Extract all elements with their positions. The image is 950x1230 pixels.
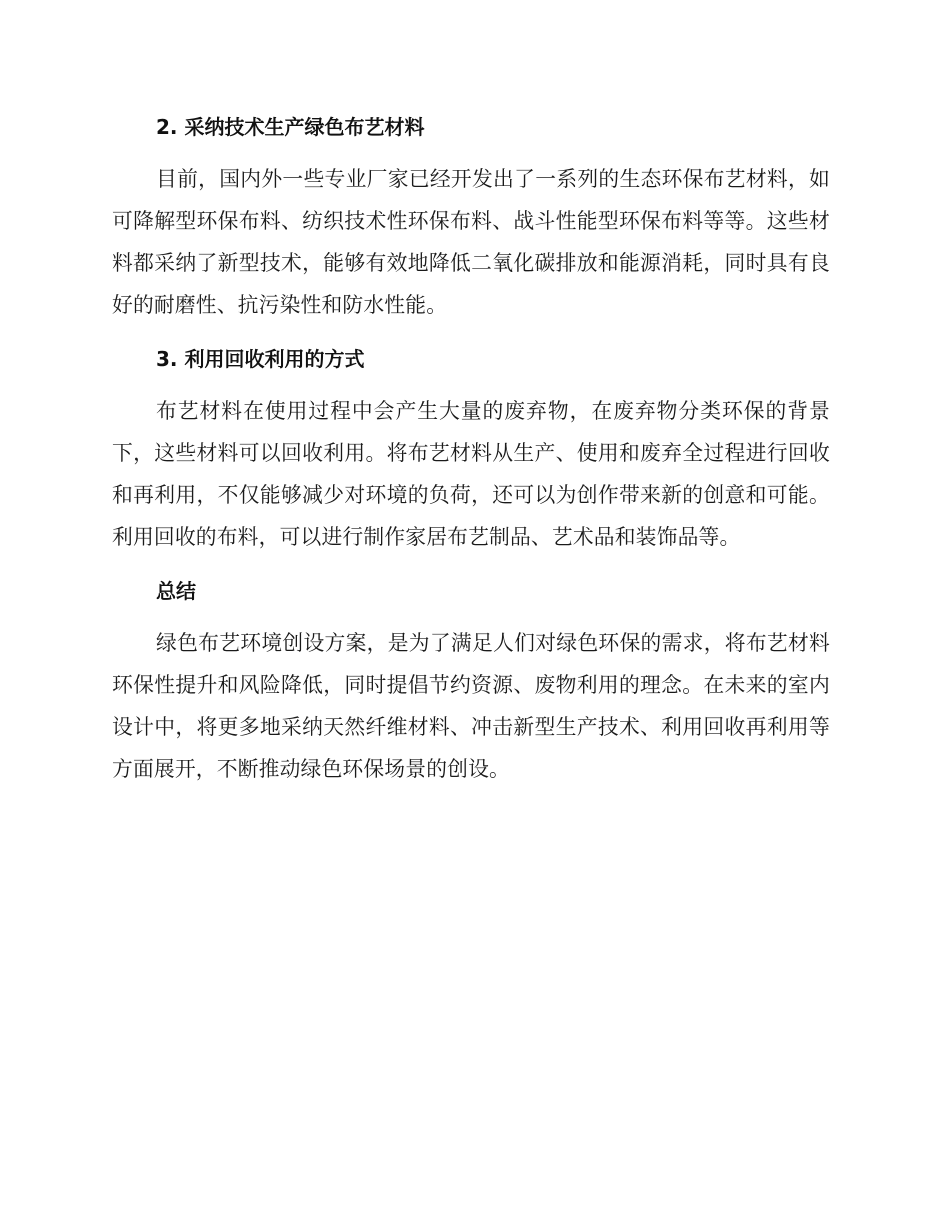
summary-heading: 总结 [156,579,196,603]
section-paragraph-2: 目前，国内外一些专业厂家已经开发出了一系列的生态环保布艺材料，如可降解型环保布料、纺织技术性环保布料、战斗性能型环保布料等等。这些材料都采纳了新型技术，能够有效地降低二氧化碳排放和能源消耗，同时具有良好的耐磨性、抗污染性和防水性能。 [112,167,830,317]
section-heading-2: 2. 采纳技术生产绿色布艺材料 [156,115,425,139]
section-paragraph-3: 布艺材料在使用过程中会产生大量的废弃物，在废弃物分类环保的背景下，这些材料可以回收利用。将布艺材料从生产、使用和废弃全过程进行回收和再利用，不仅能够减少对环境的负荷，还可以为创作带来新的创意和可能。利用回收的布料，可以进行制作家居布艺制品、艺术品和装饰品等。 [112,399,830,549]
section-heading-3: 3. 利用回收利用的方式 [156,347,365,371]
document-page [112,106,830,802]
summary-paragraph: 绿色布艺环境创设方案，是为了满足人们对绿色环保的需求，将布艺材料环保性提升和风险降低，同时提倡节约资源、废物利用的理念。在未来的室内设计中，将更多地采纳天然纤维材料、冲击新型生产技术、利用回收再利用等方面展开，不断推动绿色环保场景的创设。 [112,631,830,781]
